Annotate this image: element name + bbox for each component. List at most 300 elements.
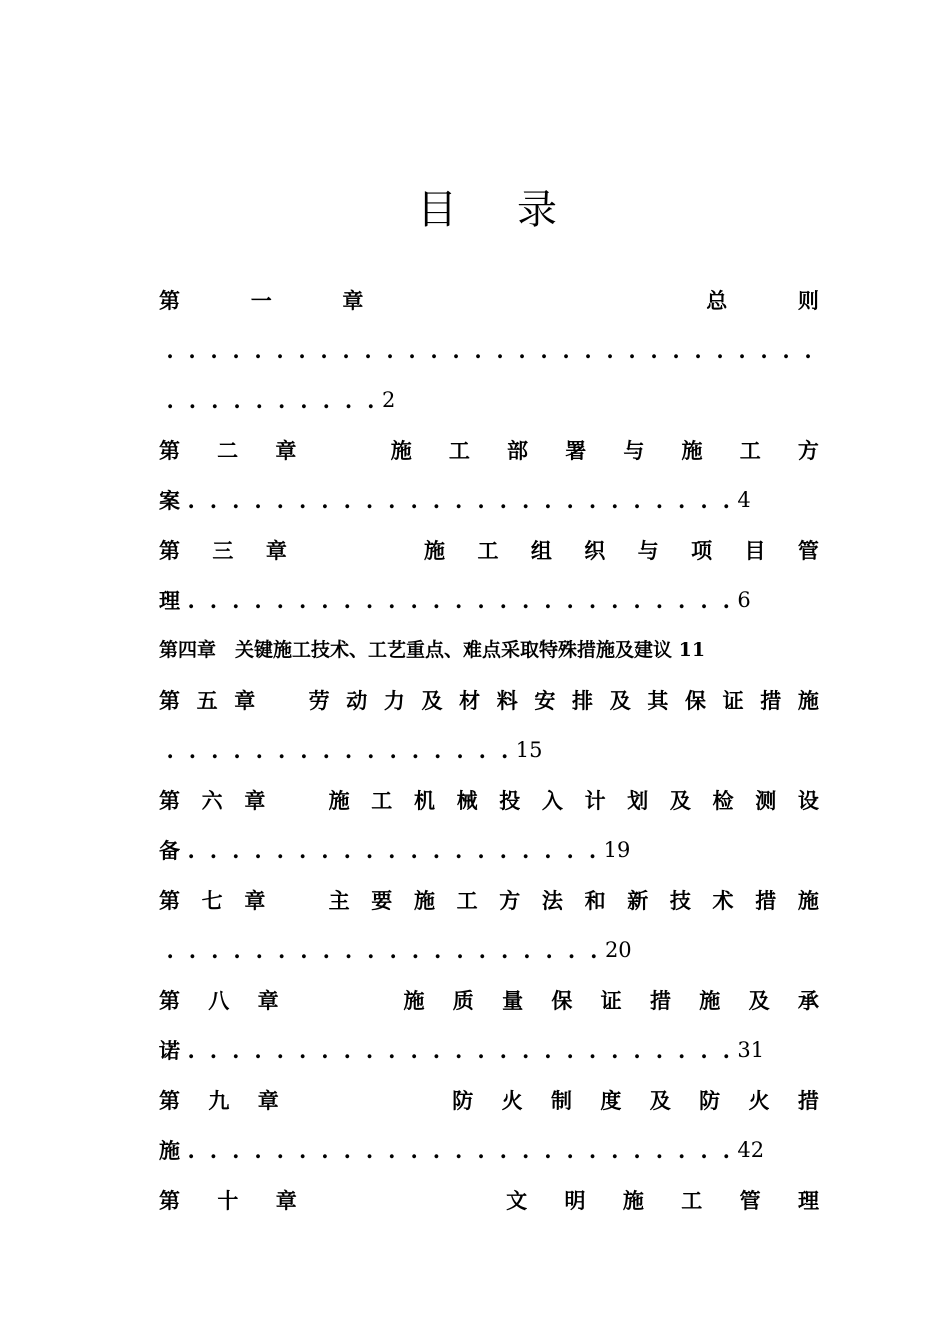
leader-dot: . [344, 737, 353, 763]
toc-char: 总 [706, 288, 728, 313]
toc-char: 料 [496, 688, 518, 713]
toc-char: 及 [421, 688, 443, 713]
leader-dot: . [344, 387, 353, 413]
toc-char: 量 [502, 988, 524, 1013]
toc-char: 五 [196, 688, 218, 713]
leader-dot: . [432, 487, 441, 513]
leader-dot: . [410, 837, 418, 863]
leader-dot: . [187, 1137, 195, 1163]
toc-char: 八 [208, 988, 230, 1013]
leader-dot: . [321, 837, 329, 863]
leader-dot: . [343, 587, 351, 613]
leader-dot: . [722, 487, 730, 513]
leader-dot: . [738, 337, 746, 363]
leader-dot: . [365, 487, 374, 513]
leader-dot: . [365, 837, 374, 863]
toc-char: 措 [755, 888, 777, 913]
toc-char: 新 [627, 888, 649, 913]
leader-dot: . [343, 837, 351, 863]
toc-line-text: 第四章 关键施工技术、工艺重点、难点采取特殊措施及建议 11 [159, 638, 706, 661]
toc-char: 及 [609, 688, 631, 713]
toc-line [159, 980, 819, 1020]
leader-dot: . [588, 1137, 597, 1163]
leader-dot: . [521, 1037, 530, 1063]
leader-dot: . [606, 337, 614, 363]
toc-char: 保 [684, 688, 706, 713]
leader-dot: . [166, 937, 174, 963]
toc-char: 施 [797, 688, 819, 713]
toc-char: 施 [622, 1188, 644, 1213]
toc-char: 第 [159, 788, 180, 813]
title-char-1: 目 [417, 187, 457, 233]
leader-dot: . [276, 337, 284, 363]
toc-char: 工 [477, 538, 499, 563]
leader-dot: . [365, 587, 374, 613]
leader-dot: . [388, 1137, 396, 1163]
toc-line [159, 530, 819, 570]
leader-dot: . [321, 1037, 329, 1063]
leader-dot: . [322, 937, 330, 963]
toc-char: 第 [159, 988, 180, 1013]
toc-char: 第 [159, 1088, 180, 1113]
leader-dot: . [562, 337, 570, 363]
toc-line [159, 830, 819, 870]
leader-dot: . [499, 487, 507, 513]
leader-dot: . [588, 487, 597, 513]
leader-dot: . [321, 1137, 329, 1163]
leader-dot: . [255, 387, 263, 413]
toc-line [159, 480, 819, 520]
leader-dot: . [254, 337, 262, 363]
leader-dot: . [411, 937, 420, 963]
toc-char: 第 [159, 688, 180, 713]
toc-char: 承 [797, 988, 819, 1013]
toc-line [159, 380, 819, 420]
toc-char: 排 [572, 688, 594, 713]
toc-lead-char: 备 [159, 838, 180, 863]
leader-dot: . [452, 337, 460, 363]
leader-dot: . [694, 337, 702, 363]
toc-char: 章 [265, 538, 287, 563]
leader-dot: . [633, 487, 641, 513]
leader-dot: . [321, 587, 329, 613]
leader-dot: . [432, 587, 441, 613]
leader-dot: . [567, 937, 576, 963]
leader-dot: . [255, 937, 263, 963]
toc-char: 计 [584, 788, 606, 813]
leader-dot: . [388, 1037, 396, 1063]
leader-dot: . [588, 1037, 597, 1063]
leader-dot: . [432, 837, 441, 863]
leader-dot: . [760, 337, 768, 363]
leader-dot: . [276, 1037, 284, 1063]
toc-char: 和 [584, 888, 606, 913]
leader-dot: . [343, 1037, 351, 1063]
toc-char: 工 [681, 1188, 703, 1213]
leader-dot: . [209, 1037, 218, 1063]
leader-dot: . [410, 587, 418, 613]
leader-dot: . [365, 1137, 374, 1163]
toc-lead-char: 施 [159, 1138, 180, 1163]
leader-dot: . [388, 587, 396, 613]
leader-dot: . [499, 587, 507, 613]
leader-dot: . [521, 487, 530, 513]
toc-char: 法 [541, 888, 563, 913]
toc-char: 制 [551, 1088, 572, 1113]
toc-char: 检 [712, 788, 734, 813]
leader-dot: . [209, 1137, 218, 1163]
leader-dot: . [255, 737, 263, 763]
toc-char: 方 [499, 888, 521, 913]
leader-dot: . [722, 1037, 730, 1063]
leader-dot: . [188, 737, 197, 763]
leader-dot: . [716, 337, 724, 363]
toc-char: 技 [669, 888, 691, 913]
leader-dot: . [188, 937, 197, 963]
leader-dot: . [678, 1037, 686, 1063]
leader-dot: . [611, 1137, 619, 1163]
leader-dot: . [389, 937, 397, 963]
leader-dot: . [298, 587, 307, 613]
toc-char: 工 [456, 888, 478, 913]
leader-dot: . [477, 1137, 485, 1163]
leader-dot: . [521, 587, 530, 613]
leader-dot: . [722, 1137, 730, 1163]
toc-line [159, 430, 819, 470]
leader-dot: . [455, 487, 463, 513]
leader-dot: . [232, 587, 240, 613]
toc-char: 投 [499, 788, 521, 813]
leader-dot: . [521, 1137, 530, 1163]
toc-char: 章 [275, 438, 297, 463]
toc-page-number: 31 [737, 1038, 765, 1062]
toc-char: 目 [744, 538, 766, 563]
leader-dot: . [477, 837, 485, 863]
leader-dot: . [566, 487, 574, 513]
toc-char: 证 [722, 688, 744, 713]
leader-dot: . [478, 737, 486, 763]
leader-dot: . [254, 1137, 262, 1163]
toc-char: 劳 [308, 688, 330, 713]
toc-char: 施 [328, 788, 350, 813]
leader-dot: . [232, 1037, 240, 1063]
leader-dot: . [678, 1137, 686, 1163]
leader-dot: . [499, 1137, 507, 1163]
leader-dot: . [478, 937, 486, 963]
toc-char: 术 [712, 888, 734, 913]
leader-dot: . [276, 1137, 284, 1163]
toc-char: 章 [244, 888, 266, 913]
toc-char: 第 [159, 538, 180, 563]
leader-dot: . [499, 837, 507, 863]
leader-dot: . [388, 487, 396, 513]
leader-dot: . [455, 1037, 463, 1063]
leader-dot: . [430, 337, 438, 363]
leader-dot: . [166, 387, 174, 413]
toc-char: 工 [448, 438, 470, 463]
leader-dot: . [322, 387, 330, 413]
toc-char: 防 [699, 1088, 721, 1113]
toc-line [159, 280, 819, 320]
toc-char: 度 [600, 1088, 622, 1113]
leader-dot: . [411, 737, 420, 763]
leader-dot: . [518, 337, 526, 363]
toc-char: 机 [413, 788, 435, 813]
leader-dot: . [277, 737, 286, 763]
toc-line [159, 628, 819, 668]
toc-char: 明 [564, 1188, 586, 1213]
leader-dot: . [432, 1037, 441, 1063]
toc-char: 章 [342, 288, 364, 313]
leader-dot: . [300, 737, 308, 763]
leader-dot: . [633, 587, 641, 613]
toc-char: 保 [551, 988, 573, 1013]
toc-char: 九 [208, 1088, 230, 1113]
leader-dot: . [166, 337, 174, 363]
leader-dot: . [477, 587, 485, 613]
leader-dot: . [209, 487, 218, 513]
leader-dot: . [298, 1037, 307, 1063]
leader-dot: . [650, 337, 658, 363]
leader-dot: . [276, 487, 284, 513]
leader-dot: . [277, 387, 286, 413]
toc-char: 二 [217, 438, 239, 463]
leader-dot: . [477, 1037, 485, 1063]
toc-char: 方 [797, 438, 819, 463]
toc-line [159, 730, 819, 770]
leader-dot: . [633, 1137, 641, 1163]
leader-dot: . [633, 1037, 641, 1063]
toc-char: 及 [748, 988, 770, 1013]
leader-dot: . [590, 937, 598, 963]
leader-dot: . [343, 487, 351, 513]
leader-dot: . [187, 487, 195, 513]
leader-dot: . [804, 337, 812, 363]
leader-dot: . [364, 337, 372, 363]
leader-dot: . [521, 837, 530, 863]
toc-char: 设 [797, 788, 819, 813]
leader-dot: . [588, 587, 597, 613]
leader-dot: . [187, 1037, 195, 1063]
leader-dot: . [321, 487, 329, 513]
leader-dot: . [211, 737, 219, 763]
leader-dot: . [388, 837, 396, 863]
toc-char: 及 [669, 788, 691, 813]
leader-dot: . [566, 1137, 574, 1163]
toc-char: 划 [627, 788, 649, 813]
toc-line [159, 930, 819, 970]
leader-dot: . [611, 587, 619, 613]
leader-dot: . [700, 1137, 708, 1163]
leader-dot: . [540, 337, 548, 363]
leader-dot: . [410, 1037, 418, 1063]
toc-line [159, 680, 819, 720]
toc-char: 证 [600, 988, 622, 1013]
leader-dot: . [166, 737, 174, 763]
toc-char: 署 [565, 438, 587, 463]
toc-char: 力 [383, 688, 405, 713]
toc-char: 施 [681, 438, 703, 463]
leader-dot: . [365, 1037, 374, 1063]
leader-dot: . [700, 587, 708, 613]
toc-char: 则 [797, 288, 819, 313]
toc-line [159, 780, 819, 820]
leader-dot: . [566, 1037, 574, 1063]
leader-dot: . [300, 937, 308, 963]
toc-char: 章 [257, 988, 279, 1013]
leader-dot: . [254, 1037, 262, 1063]
leader-dot: . [455, 1137, 463, 1163]
leader-dot: . [500, 937, 509, 963]
leader-dot: . [544, 1037, 552, 1063]
toc-char: 施 [424, 538, 446, 563]
leader-dot: . [544, 587, 552, 613]
leader-dot: . [408, 337, 416, 363]
toc-char: 与 [637, 538, 659, 563]
toc-char: 织 [584, 538, 606, 563]
leader-dot: . [410, 487, 418, 513]
toc-line [159, 580, 819, 620]
toc-char: 措 [760, 688, 782, 713]
leader-dot: . [254, 837, 262, 863]
leader-dot: . [233, 387, 241, 413]
toc-char: 章 [257, 1088, 279, 1113]
title-char-2: 录 [517, 187, 557, 233]
toc-char: 其 [647, 688, 669, 713]
toc-char: 工 [739, 438, 761, 463]
leader-dot: . [499, 1037, 507, 1063]
toc-char: 火 [501, 1088, 523, 1113]
leader-dot: . [722, 587, 730, 613]
leader-dot: . [232, 1137, 240, 1163]
toc-char: 理 [797, 1188, 819, 1213]
toc-char: 施 [403, 988, 425, 1013]
leader-dot: . [500, 737, 509, 763]
leader-dot: . [298, 337, 306, 363]
leader-dot: . [434, 937, 442, 963]
leader-dot: . [655, 587, 664, 613]
leader-dot: . [544, 837, 552, 863]
leader-dot: . [566, 587, 574, 613]
toc-char: 动 [346, 688, 368, 713]
leader-dot: . [276, 587, 284, 613]
toc-char: 入 [541, 788, 563, 813]
leader-dot: . [233, 737, 241, 763]
toc-char: 及 [649, 1088, 671, 1113]
leader-dot: . [232, 487, 240, 513]
leader-dot: . [298, 487, 307, 513]
leader-dot: . [611, 1037, 619, 1063]
leader-dot: . [523, 937, 531, 963]
toc-char: 措 [649, 988, 671, 1013]
toc-char: 要 [371, 888, 393, 913]
leader-dot: . [496, 337, 504, 363]
toc-char: 施 [797, 888, 819, 913]
toc-page-number: 42 [737, 1138, 765, 1162]
leader-dot: . [320, 337, 328, 363]
leader-dot: . [432, 1137, 441, 1163]
toc-page-number: 6 [737, 588, 751, 612]
leader-dot: . [628, 337, 636, 363]
toc-char: 与 [623, 438, 645, 463]
leader-dot: . [210, 337, 218, 363]
toc-char: 第 [159, 438, 180, 463]
leader-dot: . [544, 487, 552, 513]
toc-line [159, 1080, 819, 1120]
toc-char: 一 [250, 288, 272, 313]
leader-dot: . [211, 937, 219, 963]
toc-char: 测 [755, 788, 777, 813]
toc-char: 部 [507, 438, 529, 463]
leader-dot: . [655, 1137, 664, 1163]
toc-line [159, 1030, 819, 1070]
toc-char: 三 [212, 538, 234, 563]
toc-char: 章 [244, 788, 266, 813]
toc-page-number: 15 [515, 738, 543, 762]
leader-dot: . [655, 487, 664, 513]
toc-char: 七 [201, 888, 223, 913]
leader-dot: . [300, 387, 308, 413]
toc-page-number: 4 [737, 488, 751, 512]
toc-line [159, 1180, 819, 1220]
toc-char: 第 [159, 1188, 180, 1213]
leader-dot: . [700, 1037, 708, 1063]
leader-dot: . [655, 1037, 664, 1063]
toc-page-number: 2 [381, 388, 396, 412]
leader-dot: . [782, 337, 790, 363]
leader-dot: . [477, 487, 485, 513]
leader-dot: . [322, 737, 330, 763]
toc-line [159, 1130, 819, 1170]
toc-page-number: 20 [604, 938, 632, 962]
leader-dot: . [566, 837, 574, 863]
toc-char: 安 [534, 688, 556, 713]
toc-line [159, 880, 819, 920]
leader-dot: . [232, 837, 240, 863]
toc-char: 防 [452, 1088, 474, 1113]
toc-char: 施 [699, 988, 721, 1013]
toc-char: 项 [691, 538, 713, 563]
leader-dot: . [211, 387, 219, 413]
leader-dot: . [298, 837, 307, 863]
toc-char: 材 [459, 688, 481, 713]
toc-char: 主 [328, 888, 350, 913]
leader-dot: . [410, 1137, 418, 1163]
toc-char: 工 [371, 788, 393, 813]
toc-page-number: 19 [603, 838, 631, 862]
leader-dot: . [342, 337, 350, 363]
toc-lead-char: 案 [159, 488, 180, 513]
leader-dot: . [474, 337, 482, 363]
leader-dot: . [700, 487, 708, 513]
leader-dot: . [187, 587, 195, 613]
toc-char: 质 [452, 988, 474, 1013]
leader-dot: . [344, 937, 353, 963]
toc-char: 第 [159, 888, 180, 913]
leader-dot: . [588, 837, 597, 863]
leader-dot: . [209, 587, 218, 613]
leader-dot: . [678, 587, 686, 613]
leader-dot: . [187, 837, 195, 863]
leader-dot: . [188, 387, 197, 413]
toc-char: 施 [413, 888, 435, 913]
leader-dot: . [276, 837, 284, 863]
leader-dot: . [254, 487, 262, 513]
leader-dot: . [456, 737, 464, 763]
leader-dot: . [678, 487, 686, 513]
leader-dot: . [232, 337, 240, 363]
toc-char: 十 [217, 1188, 239, 1213]
